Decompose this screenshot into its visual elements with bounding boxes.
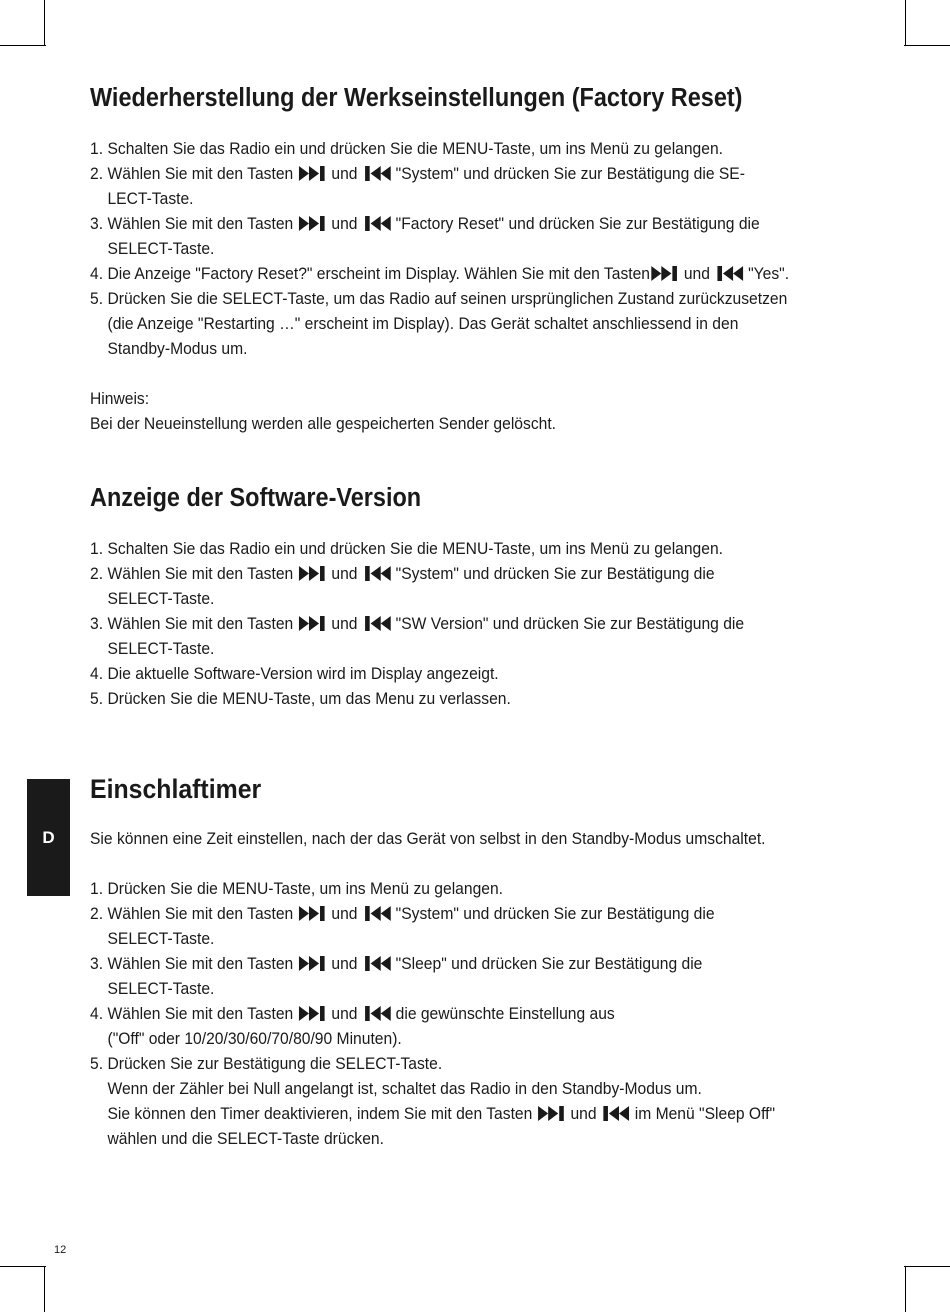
skip-back-icon (363, 1006, 391, 1021)
list-item: 4. Die aktuelle Software-Version wird im Display angezeigt. (90, 664, 499, 683)
note-text: Bei der Neueinstellung werden alle gespeicherten Sender gelöscht. (90, 414, 557, 433)
skip-forward-icon (299, 956, 327, 971)
list-item: 5. Drücken Sie die SELECT-Taste, um das Radio auf seinen ursprünglichen Zustand zurückzusetzen (die Anzeige "Restarting …" erscheint im Display). Das Gerät schaltet anschliessend in den Standby-Modus um. (90, 289, 788, 358)
page-number: 12 (54, 1244, 67, 1256)
list-item: 2. Wählen Sie mit den Tasten und "System" und drücken Sie zur Bestätigung die SE- LECT-Taste. (90, 164, 745, 208)
sleep-timer-steps (90, 876, 879, 1151)
skip-back-icon (363, 216, 391, 231)
list-item: 2. Wählen Sie mit den Tasten und "System" und drücken Sie zur Bestätigung die SELECT-Taste. (90, 564, 715, 608)
list-item: 4. Wählen Sie mit den Tasten und die gewünschte Einstellung aus ("Off" oder 10/20/30/60/70/80/90 Minuten). (90, 1004, 615, 1048)
crop-mark (0, 45, 46, 46)
skip-forward-icon (299, 166, 327, 181)
factory-reset-steps (90, 136, 879, 361)
page-content (90, 86, 879, 1151)
skip-back-icon (363, 906, 391, 921)
list-item: 5. Drücken Sie zur Bestätigung die SELECT-Taste. Wenn der Zähler bei Null angelangt ist, schaltet das Radio in den Standby-Modus um. Sie können den Timer deaktivieren, indem Sie mit den Tasten und im Menü "Sleep Off" wählen und die SELECT-Taste drücken. (90, 1054, 776, 1148)
skip-back-icon (363, 566, 391, 581)
skip-forward-icon (651, 266, 679, 281)
language-tab: D (27, 779, 70, 896)
crop-mark (905, 0, 906, 46)
software-version-title: Anzeige der Software-Version (90, 484, 422, 512)
list-item: 1. Schalten Sie das Radio ein und drücken Sie die MENU-Taste, um ins Menü zu gelangen. (90, 539, 724, 558)
skip-back-icon (363, 166, 391, 181)
list-item: 4. Die Anzeige "Factory Reset?" erscheint im Display. Wählen Sie mit den Tasten und "Yes". (90, 264, 790, 283)
skip-forward-icon (299, 216, 327, 231)
skip-forward-icon (299, 616, 327, 631)
skip-back-icon (363, 616, 391, 631)
crop-mark (905, 1266, 906, 1312)
list-item: 3. Wählen Sie mit den Tasten und "SW Version" und drücken Sie zur Bestätigung die SELECT-Taste. (90, 614, 745, 658)
crop-mark (44, 1266, 45, 1312)
crop-mark (0, 1266, 46, 1267)
sleep-timer-intro: Sie können eine Zeit einstellen, nach der das Gerät von selbst in den Standby-Modus umschaltet. (90, 829, 766, 848)
list-item: 2. Wählen Sie mit den Tasten und "System" und drücken Sie zur Bestätigung die SELECT-Taste. (90, 904, 715, 948)
sleep-timer-title: Einschlaftimer (90, 774, 262, 804)
crop-mark (904, 1266, 950, 1267)
skip-forward-icon (299, 906, 327, 921)
factory-reset-title: Wiederherstellung der Werkseinstellungen (Factory Reset) (90, 84, 743, 112)
skip-back-icon (363, 956, 391, 971)
skip-forward-icon (538, 1106, 566, 1121)
skip-back-icon (715, 266, 743, 281)
skip-back-icon (602, 1106, 630, 1121)
crop-mark (904, 45, 950, 46)
list-item: 1. Schalten Sie das Radio ein und drücken Sie die MENU-Taste, um ins Menü zu gelangen. (90, 139, 724, 158)
note-label: Hinweis: (90, 389, 150, 408)
list-item: 1. Drücken Sie die MENU-Taste, um ins Menü zu gelangen. (90, 879, 504, 898)
list-item: 3. Wählen Sie mit den Tasten und "Factory Reset" und drücken Sie zur Bestätigung die SELECT-Taste. (90, 214, 760, 258)
list-item: 3. Wählen Sie mit den Tasten und "Sleep" und drücken Sie zur Bestätigung die SELECT-Taste. (90, 954, 703, 998)
crop-mark (44, 0, 45, 46)
list-item: 5. Drücken Sie die MENU-Taste, um das Menu zu verlassen. (90, 689, 511, 708)
skip-forward-icon (299, 566, 327, 581)
software-version-steps (90, 536, 879, 711)
skip-forward-icon (299, 1006, 327, 1021)
